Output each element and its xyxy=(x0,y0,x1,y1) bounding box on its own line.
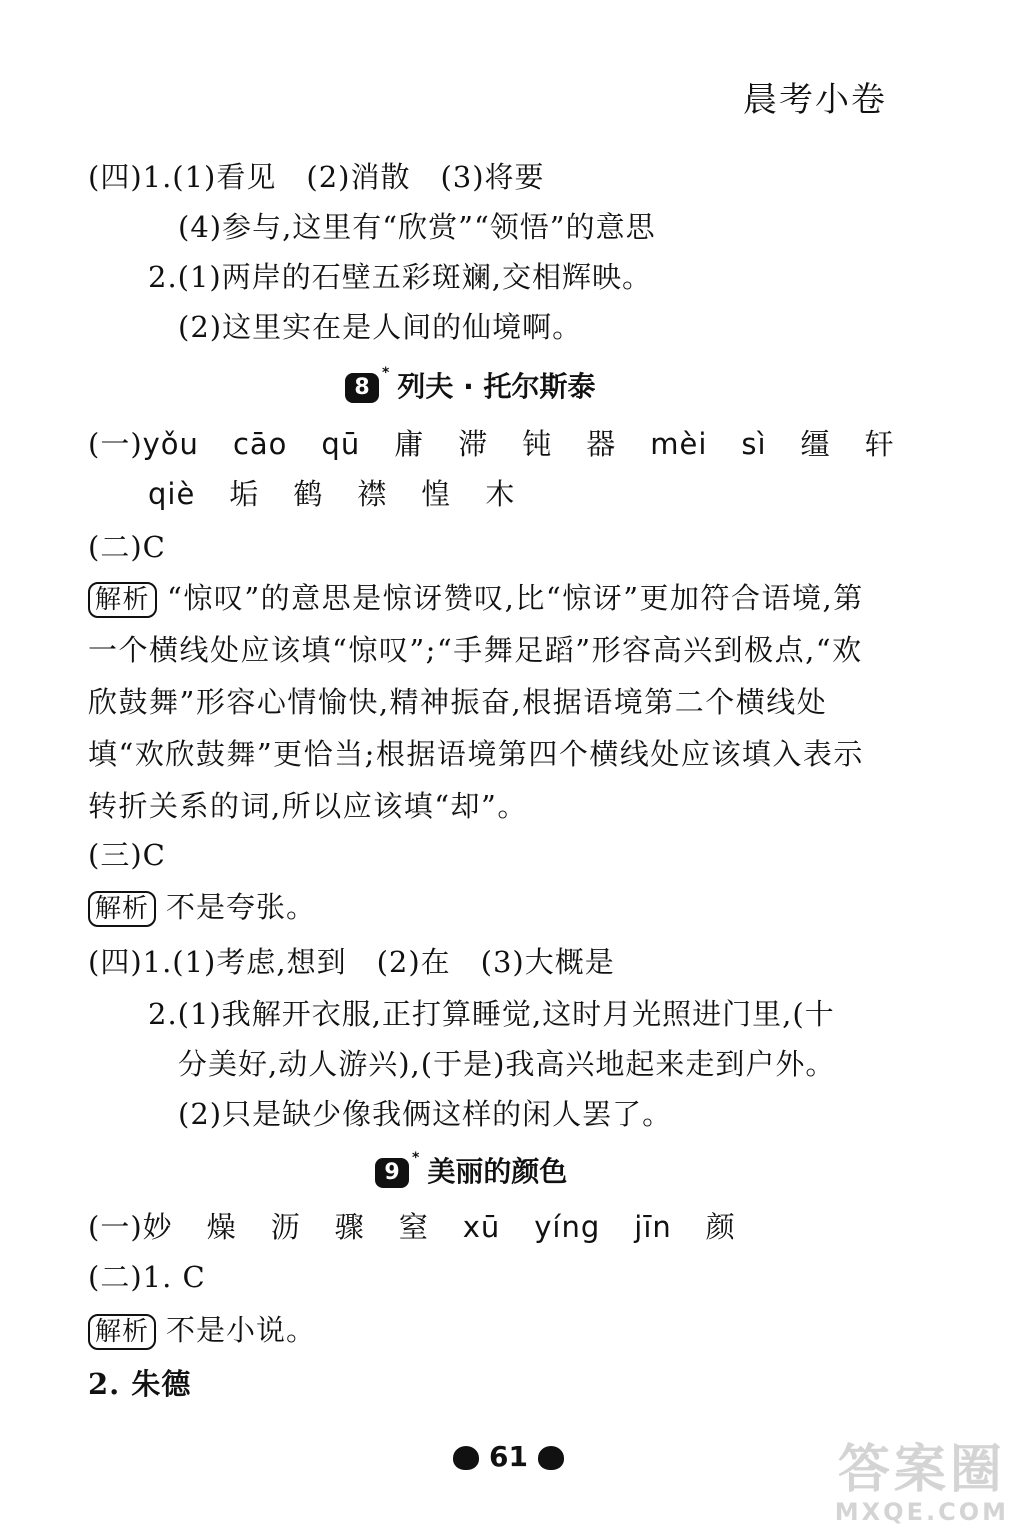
l9-q2-1-answer: (二)1. C xyxy=(88,1260,206,1294)
l8-q4-line-4: (2)只是缺少像我俩这样的闲人罢了。 xyxy=(178,1097,673,1131)
analysis-text: 不是小说。 xyxy=(166,1313,317,1347)
answer-token: 木 xyxy=(485,477,516,511)
answer-token: mèi xyxy=(650,427,708,461)
answer-token: 轩 xyxy=(864,427,895,461)
answer-token: yíng xyxy=(534,1210,601,1244)
answer-token: 妙 xyxy=(142,1210,173,1244)
q4-line-3: 2.(1)两岸的石壁五彩斑斓,交相辉映。 xyxy=(148,260,652,294)
star-mark: * xyxy=(412,1150,420,1166)
answer-token: yǒu xyxy=(142,427,199,461)
answer-token: 器 xyxy=(586,427,617,461)
page-number: 61 xyxy=(489,1440,528,1473)
l8-q1-row-2 xyxy=(148,472,515,513)
answer-token: 燥 xyxy=(206,1210,237,1244)
analysis-label: 解析 xyxy=(88,582,157,618)
answer-token: 颜 xyxy=(705,1210,736,1244)
l8-q4-line-2: 2.(1)我解开衣服,正打算睡觉,这时月光照进门里,(十 xyxy=(148,997,835,1031)
answer-token: xū xyxy=(462,1210,501,1244)
analysis-label: 解析 xyxy=(88,891,156,927)
answer-token: 鹤 xyxy=(293,477,324,511)
watermark-url: MXQE.COM xyxy=(834,1498,1009,1526)
l8-q3-answer: (三)C xyxy=(88,838,166,872)
answer-token: jīn xyxy=(634,1210,672,1244)
analysis-text: 不是夸张。 xyxy=(166,890,317,924)
answer-token: 惶 xyxy=(421,477,452,511)
lesson-number-badge: 8 xyxy=(345,373,379,403)
l9-q2-2-answer: 2. 朱德 xyxy=(88,1367,192,1401)
answer-token: sì xyxy=(741,427,767,461)
leaf-icon xyxy=(538,1446,564,1470)
q4-line-4: (2)这里实在是人间的仙境啊。 xyxy=(178,310,583,344)
answer-token: qū xyxy=(321,427,361,461)
answer-token: qiè xyxy=(148,477,196,511)
l8-q2-analysis xyxy=(88,572,888,832)
answer-token: 沥 xyxy=(270,1210,301,1244)
page-header-title: 晨考小卷 xyxy=(743,80,887,120)
q4-line-2: (4)参与,这里有“欣赏”“领悟”的意思 xyxy=(178,210,656,244)
q4-line-1: (四)1.(1)看见 (2)消散 (3)将要 xyxy=(88,160,545,194)
lesson-title: 美丽的颜色 xyxy=(427,1155,568,1188)
l9-q2-analysis xyxy=(88,1308,316,1350)
lesson-9-heading xyxy=(375,1150,567,1190)
analysis-text: “惊叹”的意思是惊讶赞叹,比“惊讶”更加符合语境,第一个横线处应该填“惊叹”;“手舞足蹈”形容高兴到极点,“欢欣鼓舞”形容心情愉快,精神振奋,根据语境第二个横线处填“欢欣鼓舞”更恰当;根据语境第四个横线处应该填入表示转折关系的词,所以应该填“却”。 xyxy=(88,581,864,823)
answer-token: 钝 xyxy=(522,427,553,461)
watermark-logo-text: 答案圈 xyxy=(837,1440,1006,1500)
l8-q2-answer: (二)C xyxy=(88,530,166,564)
star-mark: * xyxy=(382,365,390,381)
analysis-label: 解析 xyxy=(88,1314,156,1350)
answer-token: 骤 xyxy=(334,1210,365,1244)
answer-token: 窒 xyxy=(398,1210,429,1244)
answer-token: 滞 xyxy=(458,427,489,461)
leaf-icon xyxy=(453,1446,479,1470)
answer-token: 庸 xyxy=(394,427,425,461)
question-label: (一) xyxy=(88,1210,143,1244)
answer-token: cāo xyxy=(232,427,288,461)
l8-q4-line-3: 分美好,动人游兴),(于是)我高兴地起来走到户外。 xyxy=(178,1047,836,1081)
l8-q1-row-1 xyxy=(88,422,895,463)
answer-token: 垢 xyxy=(229,477,260,511)
lesson-title: 列夫 · 托尔斯泰 xyxy=(397,370,596,403)
question-label: (一) xyxy=(88,427,143,461)
l8-q3-analysis xyxy=(88,885,316,927)
l9-q1-row-1 xyxy=(88,1205,736,1246)
lesson-number-badge: 9 xyxy=(375,1158,409,1188)
answer-token: 缰 xyxy=(800,427,831,461)
lesson-8-heading xyxy=(345,365,595,405)
watermark xyxy=(835,1442,1009,1526)
l8-q4-line-1: (四)1.(1)考虑,想到 (2)在 (3)大概是 xyxy=(88,945,615,979)
answer-token: 襟 xyxy=(357,477,388,511)
